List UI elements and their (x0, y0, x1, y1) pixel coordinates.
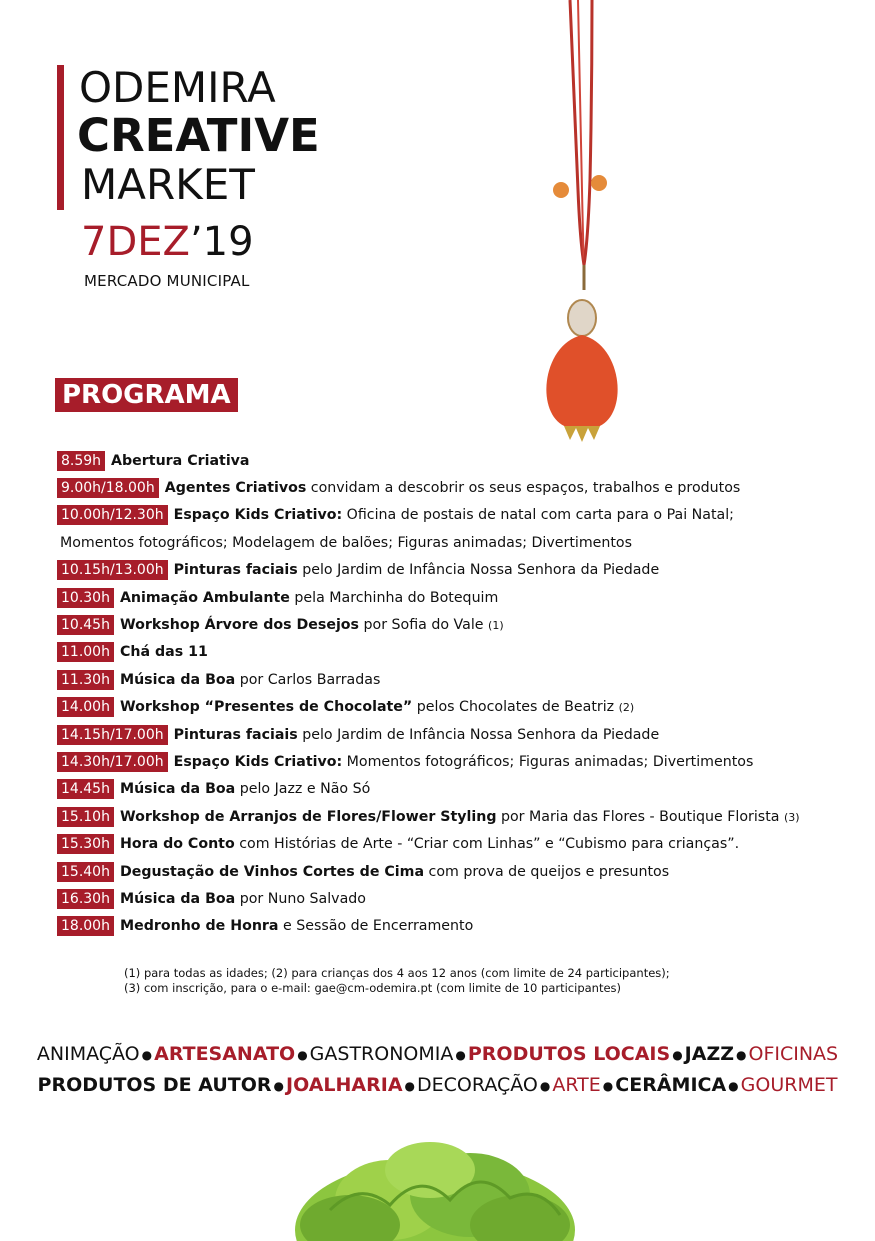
tag: GASTRONOMIA (309, 1043, 454, 1065)
schedule-row (57, 504, 734, 526)
schedule-time: 11.00h (57, 642, 114, 662)
separator-dot-icon: ● (672, 1047, 683, 1062)
separator-dot-icon: ● (736, 1047, 747, 1062)
separator-dot-icon: ● (728, 1078, 739, 1093)
schedule-event: Workshop de Arranjos de Flores/Flower Styling (119, 809, 497, 825)
schedule-time: 16.30h (57, 889, 114, 909)
schedule-row (57, 915, 473, 937)
schedule-row (57, 559, 659, 581)
schedule-event: Hora do Conto (119, 836, 235, 852)
schedule-event: Workshop Árvore dos Desejos (119, 617, 359, 633)
schedule-desc: e Sessão de Encerramento (278, 918, 474, 934)
tag: JOALHARIA (286, 1074, 403, 1096)
schedule-desc: por Sofia do Vale (359, 617, 489, 633)
tags-line-1 (0, 1043, 875, 1065)
schedule-desc: por Maria das Flores - Boutique Florista (496, 809, 784, 825)
footnote-line: (1) para todas as idades; (2) para crianças dos 4 aos 12 anos (com limite de 24 participantes); (124, 966, 670, 980)
schedule-desc: Momentos fotográficos; Figuras animadas; Divertimentos (342, 754, 754, 770)
separator-dot-icon: ● (602, 1078, 614, 1093)
schedule-event: Medronho de Honra (119, 918, 279, 934)
schedule-desc: pela Marchinha do Botequim (289, 590, 499, 606)
tag: CERÂMICA (615, 1074, 727, 1096)
event-date (81, 218, 254, 266)
schedule-event: Animação Ambulante (119, 590, 290, 606)
schedule-time: 14.00h (57, 697, 114, 717)
tag: OFICINAS (748, 1043, 839, 1065)
tag: ANIMAÇÃO (36, 1043, 140, 1065)
schedule-event: Abertura Criativa (111, 453, 250, 469)
title-line-creative: CREATIVE (77, 109, 320, 162)
schedule-desc: por Carlos Barradas (235, 672, 381, 688)
tag: PRODUTOS LOCAIS (467, 1043, 671, 1065)
hanging-ornament-image (530, 0, 630, 450)
programa-heading: PROGRAMA (55, 378, 238, 412)
schedule-desc: convidam a descobrir os seus espaços, trabalhos e produtos (306, 480, 741, 496)
schedule-event: Workshop “Presentes de Chocolate” (119, 699, 413, 715)
schedule-desc: pelo Jardim de Infância Nossa Senhora da Piedade (297, 727, 660, 743)
schedule-time: 15.40h (57, 862, 114, 882)
schedule-note: (1) (488, 619, 504, 632)
schedule-time: 14.15h/17.00h (57, 725, 168, 745)
schedule-desc: Momentos fotográficos; Modelagem de balões; Figuras animadas; Divertimentos (60, 535, 633, 551)
schedule-desc: por Nuno Salvado (235, 891, 366, 907)
schedule-row (57, 696, 634, 718)
schedule-row (57, 450, 250, 472)
date-year: ’19 (189, 219, 254, 265)
schedule-row (57, 641, 208, 663)
schedule-time: 14.45h (57, 779, 114, 799)
schedule-event: Espaço Kids Criativo: (173, 507, 343, 523)
schedule-row (57, 806, 800, 828)
title-line-market: MARKET (81, 160, 255, 209)
schedule-row (57, 861, 669, 883)
tag: JAZZ (684, 1043, 734, 1065)
schedule-row (57, 778, 370, 800)
schedule-row-continuation (60, 532, 632, 554)
schedule-row (57, 477, 740, 499)
schedule-row (57, 751, 753, 773)
schedule-event: Música da Boa (119, 891, 236, 907)
schedule-time: 10.30h (57, 588, 114, 608)
schedule-row (57, 888, 366, 910)
footnote-line: (3) com inscrição, para o e-mail: gae@cm-odemira.pt (com limite de 10 participantes) (124, 981, 622, 995)
schedule-row (57, 587, 498, 609)
footnotes (124, 966, 670, 996)
schedule-time: 10.45h (57, 615, 114, 635)
separator-dot-icon: ● (539, 1078, 551, 1093)
schedule-desc: pelo Jardim de Infância Nossa Senhora da Piedade (297, 562, 660, 578)
separator-dot-icon: ● (455, 1047, 466, 1062)
schedule-event: Espaço Kids Criativo: (173, 754, 343, 770)
tag: ARTE (552, 1074, 601, 1096)
schedule-time: 10.15h/13.00h (57, 560, 168, 580)
schedule-event: Pinturas faciais (173, 727, 298, 743)
tag: ARTESANATO (154, 1043, 296, 1065)
tag: PRODUTOS DE AUTOR (37, 1074, 272, 1096)
separator-dot-icon: ● (273, 1078, 284, 1093)
schedule-desc: pelos Chocolates de Beatriz (412, 699, 619, 715)
event-venue: MERCADO MUNICIPAL (84, 272, 250, 290)
schedule-time: 18.00h (57, 916, 114, 936)
schedule-time: 15.30h (57, 834, 114, 854)
separator-dot-icon: ● (141, 1047, 153, 1062)
schedule-time: 10.00h/12.30h (57, 505, 168, 525)
schedule-desc: com Histórias de Arte - “Criar com Linhas” e “Cubismo para crianças”. (234, 836, 740, 852)
separator-dot-icon: ● (404, 1078, 416, 1093)
schedule-row (57, 724, 659, 746)
schedule-desc: Oficina de postais de natal com carta para o Pai Natal; (342, 507, 734, 523)
schedule-row (57, 614, 504, 636)
tags-line-2 (0, 1074, 875, 1096)
schedule-time: 15.10h (57, 807, 114, 827)
lettuce-image (290, 1140, 580, 1241)
schedule-event: Agentes Criativos (164, 480, 307, 496)
schedule-event: Música da Boa (119, 781, 236, 797)
schedule-note: (3) (783, 811, 800, 824)
tag: DECORAÇÃO (417, 1074, 538, 1096)
schedule-row (57, 833, 739, 855)
schedule-row (57, 669, 380, 691)
schedule-desc: com prova de queijos e presuntos (424, 864, 670, 880)
schedule-time: 9.00h/18.00h (57, 478, 159, 498)
separator-dot-icon: ● (297, 1047, 308, 1062)
schedule-note: (2) (618, 701, 635, 714)
schedule-time: 11.30h (57, 670, 114, 690)
tag: GOURMET (740, 1074, 838, 1096)
schedule-event: Degustação de Vinhos Cortes de Cima (119, 864, 425, 880)
schedule-event: Pinturas faciais (173, 562, 298, 578)
schedule-desc: pelo Jazz e Não Só (235, 781, 371, 797)
schedule-time: 14.30h/17.00h (57, 752, 168, 772)
title-accent-bar (57, 65, 64, 210)
title-line-odemira: ODEMIRA (79, 63, 276, 112)
date-day: 7DEZ (81, 219, 190, 265)
schedule-time: 8.59h (57, 451, 105, 471)
schedule-event: Música da Boa (119, 672, 236, 688)
schedule-event: Chá das 11 (119, 644, 208, 660)
